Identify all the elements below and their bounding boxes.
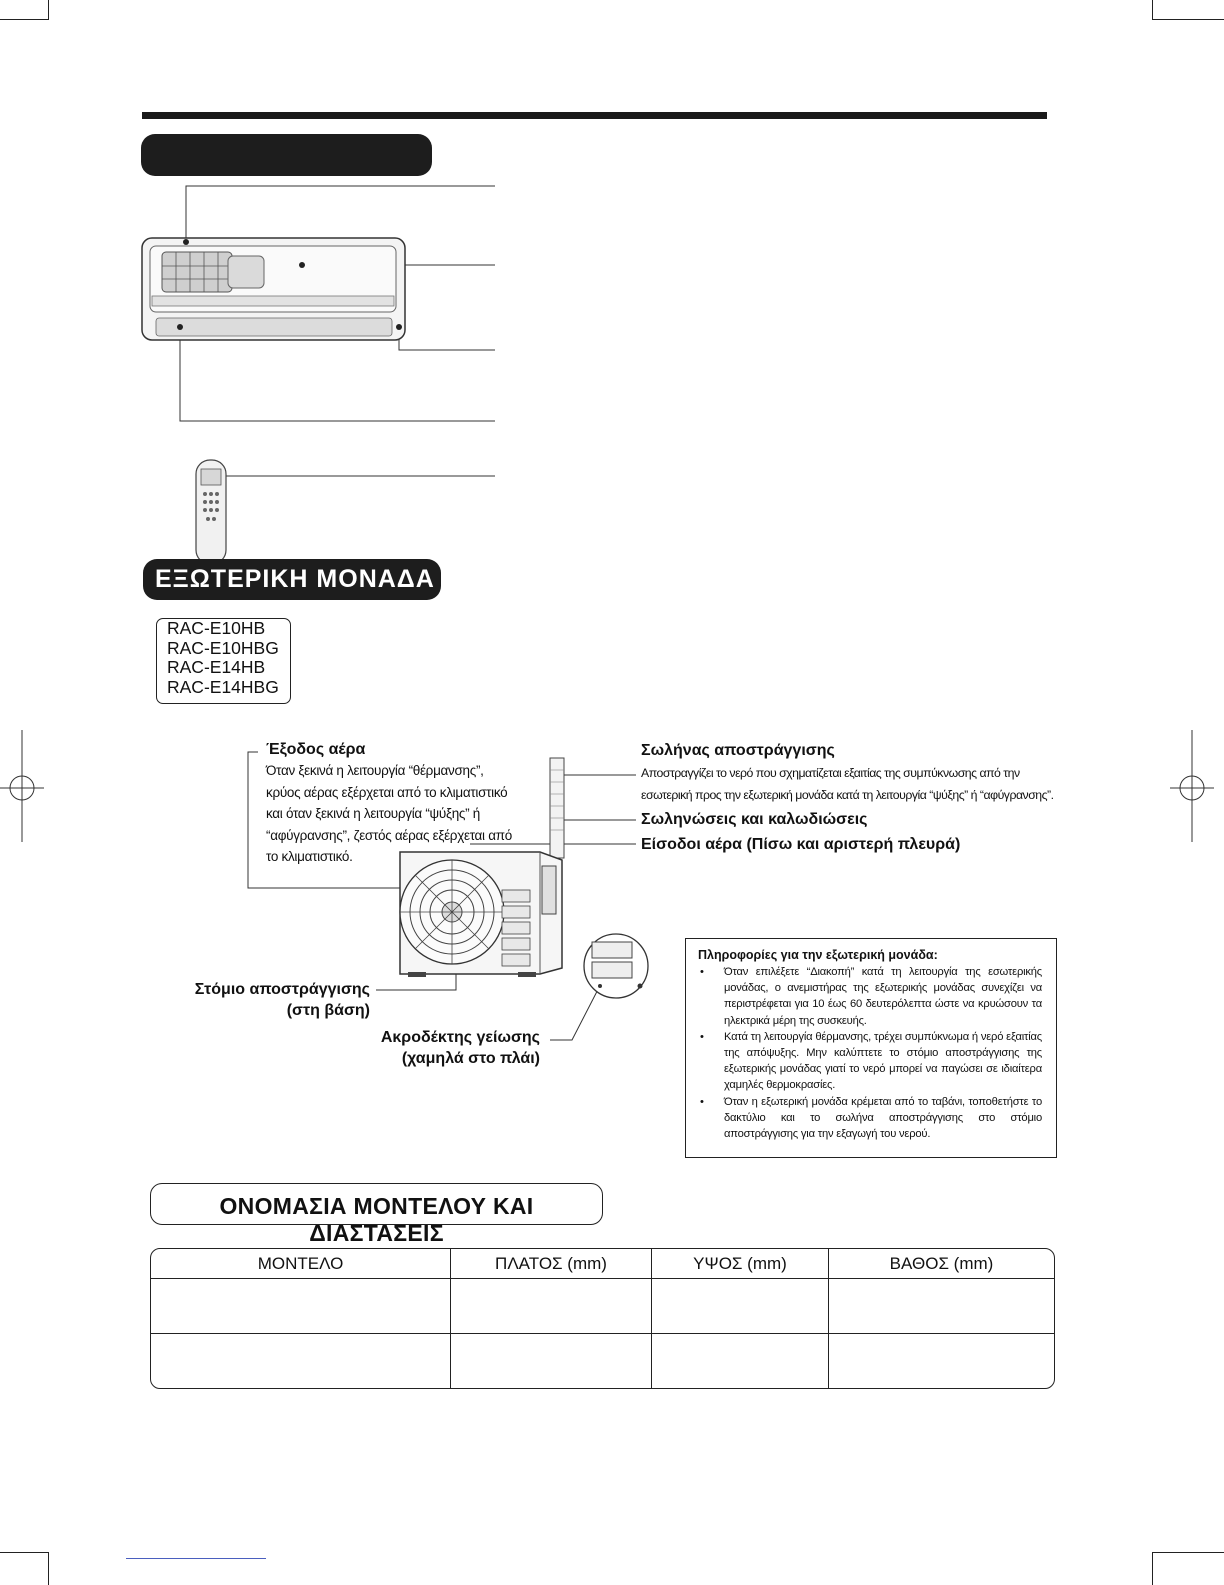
table-cell: [451, 1279, 652, 1334]
info-box-title: Πληροφορίες για την εξωτερική μονάδα:: [698, 948, 938, 962]
drain-hose-line: εσωτερική προς την εξωτερική μονάδα κατά τη λειτουργία “ψύξης” ή “αφύγρανσης”.: [641, 788, 1054, 802]
table-cell: [829, 1334, 1054, 1388]
drain-outlet-line2: (στη βάση): [286, 1002, 370, 1019]
ground-terminal-label: [310, 1027, 540, 1069]
air-outlet-line: “αφύγρανσης”, ζεστός αέρας εξέρχεται από: [266, 827, 512, 843]
model-item: RAC-E10HBG: [167, 637, 279, 658]
header-rule: [142, 112, 1047, 119]
table-cell: [451, 1334, 652, 1388]
dimensions-title: ΟΝΟΜΑΣΙΑ ΜΟΝΤΕΛΟΥ ΚΑΙ ΔΙΑΣΤΑΣΕΙΣ: [219, 1193, 534, 1246]
table-cell: [829, 1279, 1054, 1334]
drain-hose-line: Αποστραγγίζει το νερό που σχηματίζεται εξαιτίας της συμπύκνωσης από την: [641, 766, 1020, 780]
indoor-unit-header: [141, 134, 432, 176]
column-header-height: ΥΨΟΣ (mm): [652, 1249, 829, 1279]
registration-mark-right: [1170, 730, 1214, 842]
crop-mark-bottom-left: [0, 1552, 49, 1585]
model-item: RAC-E14HBG: [167, 676, 279, 697]
air-outlet-line: το κλιματιστικό.: [266, 849, 353, 864]
table-cell: [151, 1279, 451, 1334]
drain-outlet-label: [150, 979, 370, 1021]
table-cell: [652, 1334, 829, 1388]
drain-hose-title: Σωλήνας αποστράγγισης: [641, 742, 835, 759]
ground-terminal-line2: (χαμηλά στο πλάι): [401, 1050, 540, 1067]
table-row: [151, 1334, 1054, 1388]
column-header-depth: ΒΑΘΟΣ (mm): [829, 1249, 1054, 1279]
info-bullet: • Κατά τη λειτουργία θέρμανσης, τρέχει συμπύκνωμα ή νερό εξαιτίας της απόψυξης. Μην καλύπτετε το στόμιο αποστράγγισης της εξωτερικής μονάδας γιατί το νερό μπορεί να παγώσει σε ιδιαίτερα χαμηλές θερμοκρασίες.: [698, 1029, 1042, 1094]
column-header-width: ΠΛΑΤΟΣ (mm): [451, 1249, 652, 1279]
crop-mark-top-right: [1152, 0, 1224, 20]
indoor-unit-illustration: [140, 182, 510, 572]
column-header-model: ΜΟΝΤΕΛΟ: [151, 1249, 451, 1279]
piping-title: Σωληνώσεις και καλωδιώσεις: [641, 811, 868, 828]
table-cell: [151, 1334, 451, 1388]
info-bullet: • Όταν επιλέξετε “Διακοπή” κατά τη λειτουργία της εσωτερικής μονάδας, ο ανεμιστήρας της εξωτερικής μονάδας συνεχίζει να περιστρέφεται για 10 έως 60 δευτερόλεπτα ώστε να κρυώσουν τα ηλεκτρικά μέρη της συσκευής.: [698, 964, 1042, 1029]
bottom-rule: [126, 1558, 266, 1559]
crop-mark-bottom-right: [1152, 1552, 1224, 1585]
air-inlet-title: Είσοδοι αέρα (Πίσω και αριστερή πλευρά): [641, 836, 961, 853]
dimensions-table: [150, 1248, 1055, 1389]
outdoor-info-box: [685, 938, 1057, 1158]
drain-outlet-line1: Στόμιο αποστράγγισης: [194, 981, 370, 998]
air-outlet-line: Όταν ξεκινά η λειτουργία “θέρμανσης”,: [266, 763, 484, 778]
table-cell: [652, 1279, 829, 1334]
table-row: [151, 1279, 1054, 1334]
outdoor-unit-title: ΕΞΩΤΕΡΙΚΗ ΜΟΝΑΔΑ: [155, 565, 435, 593]
air-outlet-description: [266, 760, 556, 868]
outdoor-unit-header: [143, 559, 441, 600]
dimensions-header: [150, 1183, 603, 1246]
air-outlet-line: κρύος αέρας εξέρχεται από το κλιματιστικό: [266, 784, 508, 800]
model-item: RAC-E10HB: [167, 618, 266, 638]
model-item: RAC-E14HB: [167, 657, 266, 677]
air-outlet-line: και όταν ξεκινά η λειτουργία “ψύξης” ή: [266, 806, 480, 821]
model-list: [156, 618, 291, 704]
drain-hose-description: [641, 762, 1071, 806]
registration-mark-left: [0, 730, 44, 842]
info-bullet: • Όταν η εξωτερική μονάδα κρέμεται από το ταβάνι, τοποθετήστε το δακτύλιο και το σωλήνα αποστράγγισης στο στόμιο αποστράγγισης για την εξαγωγή του νερού.: [698, 1094, 1042, 1143]
ground-terminal-line1: Ακροδέκτης γείωσης: [380, 1029, 540, 1046]
air-outlet-title: Έξοδος αέρα: [266, 741, 366, 758]
crop-mark-top-left: [0, 0, 49, 20]
